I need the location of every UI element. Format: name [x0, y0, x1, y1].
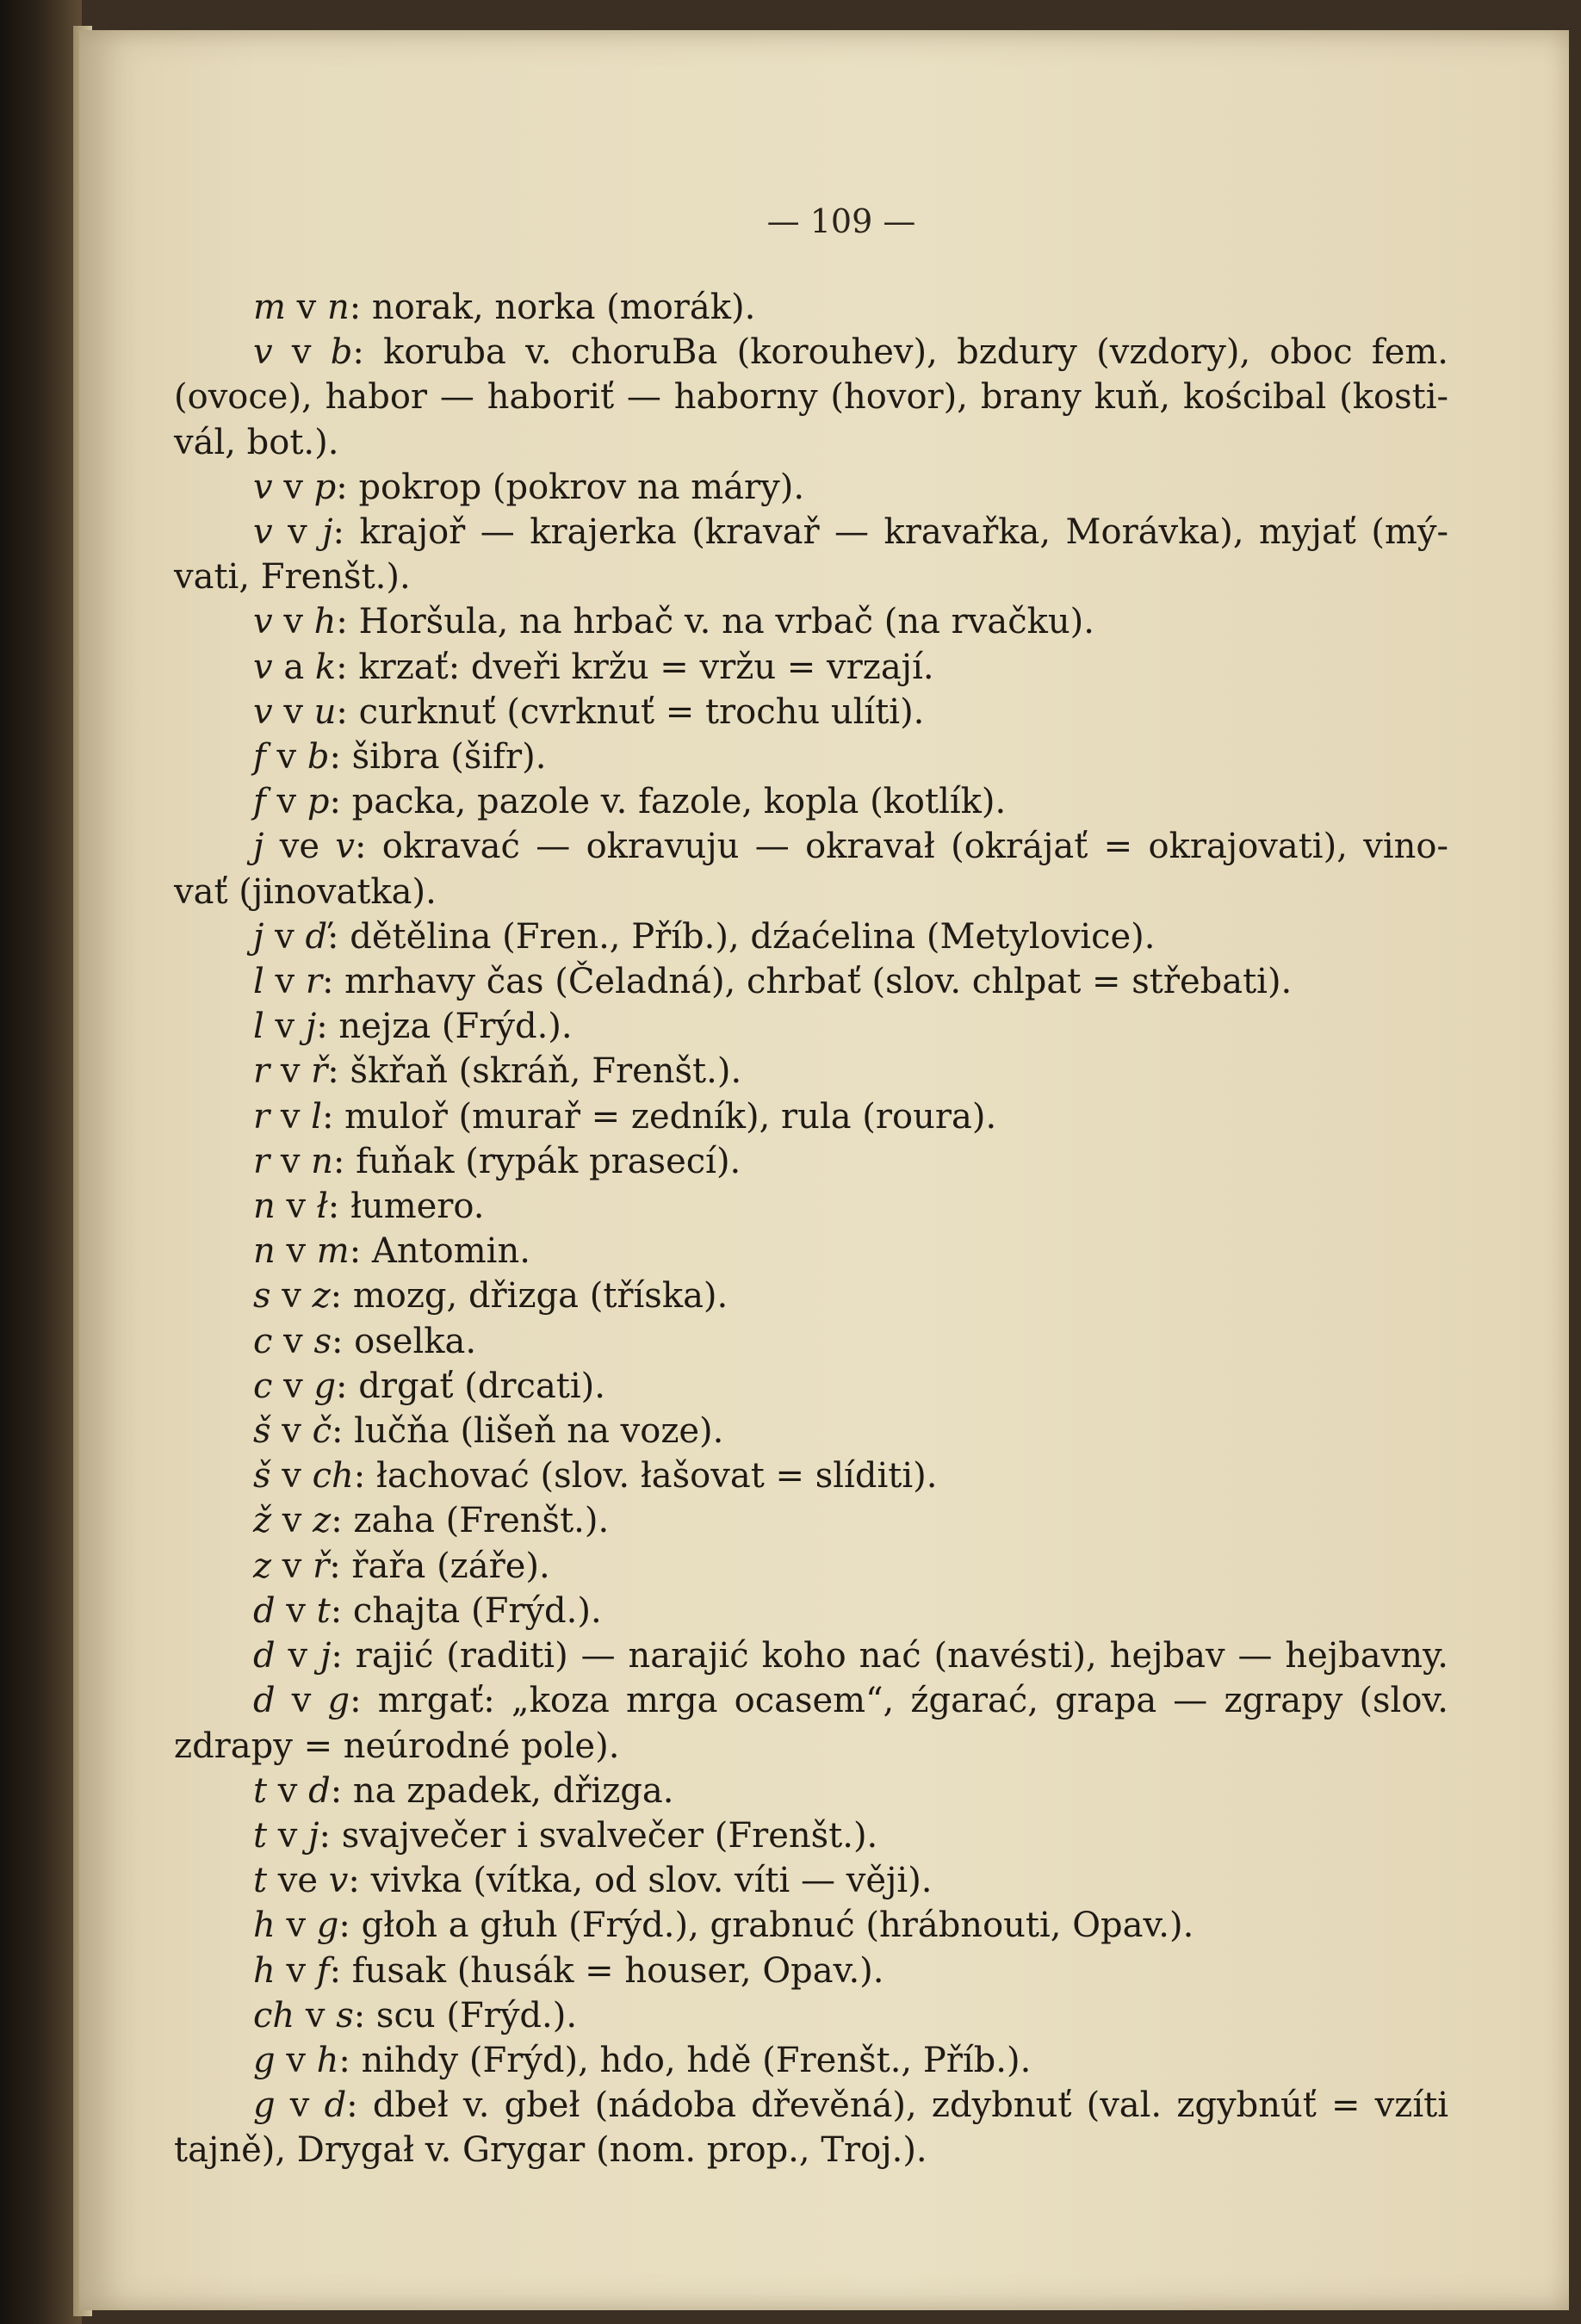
text-line [174, 1678, 1448, 1723]
line-text: : krzať: dveři kržu = vržu = vrzají. [336, 647, 934, 687]
text-line [174, 330, 1448, 375]
text-line [174, 375, 1448, 419]
connector-word: v [275, 1590, 317, 1631]
connector-word: v [275, 1231, 317, 1272]
sound-symbol: k [314, 647, 337, 687]
connector-word: v [270, 1051, 312, 1092]
sound-symbol: t [253, 1861, 268, 1901]
text-line [174, 510, 1448, 555]
line-text: : zaha (Frenšt.). [331, 1501, 610, 1541]
sound-symbol: m [253, 288, 286, 327]
connector-word: v [275, 1187, 317, 1227]
sound-symbol: g [327, 1681, 350, 1721]
sound-symbol: b [330, 332, 353, 373]
sound-symbol: ł [316, 1187, 328, 1227]
line-text: : mozg, dřizga (tříska). [330, 1276, 728, 1317]
text-line [174, 1633, 1448, 1678]
line-text: : mrgať: „koza mrga ocasem“, źgarać, grapa — zgrapy (slov. [350, 1681, 1449, 1721]
sound-symbol: l [253, 962, 264, 1002]
text-line [174, 1589, 1448, 1633]
sound-symbol: z [313, 1501, 332, 1541]
line-text: : fusak (husák = houser, Opav.). [329, 1950, 884, 1991]
book-page [79, 30, 1569, 2310]
connector-word: a [272, 647, 315, 687]
line-text: : řařa (záře). [329, 1546, 550, 1586]
sound-symbol: r [253, 1141, 270, 1181]
sound-symbol: š [253, 1411, 271, 1452]
sound-symbol: g [253, 2085, 276, 2126]
connector-word: v [272, 467, 314, 507]
sound-symbol: d [308, 1770, 331, 1811]
connector-word: v [275, 1950, 317, 1991]
sound-symbol: s [253, 1276, 271, 1317]
sound-symbol: u [313, 691, 337, 732]
sound-symbol: d [253, 1636, 276, 1676]
line-text: : lučňa (lišeň na voze). [331, 1411, 724, 1452]
line-text: (ovoce), habor — haboriť — haborny (hovor), brany kuň, kościbal (kosti- [174, 377, 1448, 418]
connector-word: v [265, 782, 307, 822]
sound-symbol: v [253, 602, 273, 642]
connector-word: v [275, 2085, 325, 2126]
line-text: : koruba v. choruBa (korouhev), bzdury (vzdory), oboc fem. [352, 332, 1449, 373]
line-text: : Antomin. [349, 1231, 530, 1272]
text-line [174, 1949, 1448, 1993]
line-text: : dětělina (Fren., Příb.), dźaćelina (Metylovice). [327, 916, 1156, 957]
sound-symbol: f [253, 782, 266, 822]
connector-word: v [270, 1456, 313, 1497]
text-line [174, 690, 1448, 734]
line-text: vati, Frenšt.). [174, 557, 411, 598]
connector-word: v [285, 288, 327, 327]
text-line [174, 2038, 1448, 2083]
line-text: zdrapy = neúrodné pole). [174, 1726, 620, 1766]
sound-symbol: g [313, 1366, 337, 1406]
sound-symbol: n [326, 288, 350, 327]
line-text: : scu (Frýd.). [353, 1995, 578, 2036]
connector-word: v [265, 737, 307, 778]
sound-symbol: p [313, 467, 337, 507]
sound-symbol: g [253, 2040, 276, 2080]
text-line [174, 285, 1448, 330]
sound-symbol: p [307, 782, 330, 822]
line-text: : nihdy (Frýd), hdo, hdě (Frenšt., Příb.). [338, 2040, 1032, 2080]
sound-symbol: h [313, 602, 337, 642]
text-line [174, 2128, 1448, 2172]
text-line [174, 1229, 1448, 1274]
sound-symbol: v [328, 1861, 349, 1901]
connector-word: v [264, 1007, 306, 1047]
connector-word: v [270, 1411, 313, 1452]
text-line [174, 914, 1448, 959]
text-line [174, 1498, 1448, 1543]
text-line [174, 555, 1448, 599]
line-text: : škřaň (skráň, Frenšt.). [327, 1051, 742, 1092]
sound-symbol: l [253, 1007, 264, 1047]
line-text: : šibra (šifr). [329, 737, 547, 778]
text-line [174, 734, 1448, 779]
connector-word: v [267, 1770, 309, 1811]
text-line [174, 1184, 1448, 1229]
connector-word: v [272, 1366, 314, 1406]
sound-symbol: h [316, 2040, 339, 2080]
sound-symbol: ř [313, 1546, 330, 1586]
line-text: : krajoř — krajerka (kravař — kravařka, Morávka), myjať (mý- [332, 512, 1448, 553]
text-line [174, 1409, 1448, 1453]
sound-symbol: h [253, 1950, 276, 1991]
sound-symbol: s [313, 1321, 332, 1361]
connector-word: v [270, 1276, 313, 1317]
text-line [174, 1139, 1448, 1184]
line-text: : łachovać (slov. łašovat = slíditi). [353, 1456, 938, 1497]
sound-symbol: g [316, 1906, 339, 1946]
line-text: : vivka (vítka, od slov. víti — věji). [348, 1861, 933, 1901]
line-text: : mrhavy čas (Čeladná), chrbať (slov. chlpat = střebati). [321, 962, 1293, 1002]
sound-symbol: ch [253, 1995, 295, 2036]
connector-word: v [272, 602, 314, 642]
sound-symbol: t [253, 1815, 268, 1856]
connector-word: v [272, 332, 331, 373]
connector-word: v [270, 1096, 312, 1137]
line-text: : dbeł v. gbeł (nádoba dřevěná), zdybnuť (val. zgybnúť = vzíti [346, 2085, 1448, 2126]
line-text: : okravać — okravuju — okravał (okrájať = okrajovati), vino- [354, 827, 1449, 867]
sound-symbol: v [253, 332, 273, 373]
line-text: : norak, norka (morák). [349, 288, 756, 327]
text-line [174, 645, 1448, 690]
connector-word: v [264, 916, 306, 957]
text-line [174, 1274, 1448, 1318]
line-text: tajně), Drygał v. Grygar (nom. prop., Troj.). [174, 2130, 927, 2171]
sound-symbol: f [253, 737, 266, 778]
text-line [174, 465, 1448, 510]
connector-word: ve [264, 827, 336, 867]
sound-symbol: v [253, 691, 273, 732]
sound-symbol: z [312, 1276, 331, 1317]
text-line [174, 779, 1448, 824]
text-line [174, 959, 1448, 1004]
text-line [174, 1769, 1448, 1813]
sound-symbol: f [316, 1950, 330, 1991]
line-text: : łumero. [327, 1187, 485, 1227]
sound-symbol: ď [305, 916, 328, 957]
sound-symbol: j [320, 1636, 332, 1676]
line-text: : na zpadek, dřizga. [330, 1770, 674, 1811]
connector-word: v [267, 1815, 309, 1856]
connector-word: v [275, 1681, 328, 1721]
sound-symbol: j [308, 1815, 319, 1856]
connector-word: v [272, 691, 314, 732]
sound-symbol: b [307, 737, 330, 778]
text-line [174, 420, 1448, 465]
sound-symbol: r [253, 1051, 270, 1092]
text-line [174, 1813, 1448, 1858]
text-line [174, 1993, 1448, 2038]
page-text-body [174, 285, 1448, 2173]
sound-symbol: v [253, 647, 273, 687]
text-line [174, 599, 1448, 644]
line-text: : oselka. [331, 1321, 477, 1361]
sound-symbol: d [253, 1590, 276, 1631]
text-line [174, 1453, 1448, 1498]
sound-symbol: n [253, 1187, 276, 1227]
text-line [174, 1544, 1448, 1589]
page-number: — 109 — [766, 202, 916, 240]
line-text: : muloř (murař = zedník), rula (roura). [321, 1096, 997, 1137]
line-text: : packa, pazole v. fazole, kopla (kotlík). [329, 782, 1007, 822]
sound-symbol: t [316, 1590, 331, 1631]
sound-symbol: d [324, 2085, 347, 2126]
line-text: : drgať (drcati). [336, 1366, 605, 1406]
connector-word: v [272, 512, 323, 553]
sound-symbol: c [253, 1366, 273, 1406]
line-text: : rajić (raditi) — narajić koho nać (navésti), hejbav — hejbavny. [331, 1636, 1448, 1676]
line-text: : svajvečer i svalvečer (Frenšt.). [319, 1815, 878, 1856]
sound-symbol: v [253, 467, 273, 507]
text-line [174, 870, 1448, 914]
connector-word: v [275, 2040, 317, 2080]
sound-symbol: v [335, 827, 355, 867]
text-line [174, 824, 1448, 869]
connector-word: v [270, 1141, 312, 1181]
sound-symbol: š [253, 1456, 271, 1497]
line-text: : głoh a głuh (Frýd.), grabnuć (hrábnouti, Opav.). [338, 1906, 1194, 1946]
text-line [174, 1364, 1448, 1409]
sound-symbol: j [305, 1007, 317, 1047]
sound-symbol: h [253, 1906, 276, 1946]
sound-symbol: n [253, 1231, 276, 1272]
line-text: : fuňak (rypák prasecí). [332, 1141, 741, 1181]
sound-symbol: ř [311, 1051, 328, 1092]
line-text: : pokrop (pokrov na máry). [336, 467, 805, 507]
sound-symbol: ž [253, 1501, 272, 1541]
sound-symbol: r [253, 1096, 270, 1137]
text-line [174, 1319, 1448, 1364]
sound-symbol: t [253, 1770, 268, 1811]
line-text: vať (jinovatka). [174, 871, 437, 912]
text-line [174, 1049, 1448, 1094]
line-text: : Horšula, na hrbač v. na vrbač (na rvačku). [336, 602, 1094, 642]
line-text: : nejza (Frýd.). [316, 1007, 573, 1047]
sound-symbol: j [253, 916, 264, 957]
connector-word: v [271, 1501, 313, 1541]
line-text: : chajta (Frýd.). [330, 1590, 602, 1631]
connector-word: ve [267, 1861, 329, 1901]
book-spine-shadow [0, 0, 82, 2324]
sound-symbol: c [253, 1321, 273, 1361]
sound-symbol: j [322, 512, 333, 553]
connector-word: v [275, 1906, 317, 1946]
sound-symbol: n [311, 1141, 333, 1181]
connector-word: v [275, 1636, 321, 1676]
line-text: vál, bot.). [174, 422, 339, 462]
sound-symbol: ch [312, 1456, 354, 1497]
sound-symbol: d [253, 1681, 276, 1721]
sound-symbol: s [336, 1995, 354, 2036]
connector-word: v [272, 1321, 314, 1361]
text-line [174, 1903, 1448, 1948]
line-text: : curknuť (cvrknuť = trochu ulíti). [336, 691, 925, 732]
text-line [174, 1094, 1448, 1139]
sound-symbol: m [316, 1231, 350, 1272]
sound-symbol: v [253, 512, 273, 553]
sound-symbol: r [305, 962, 322, 1002]
text-line [174, 1858, 1448, 1903]
text-line [174, 1724, 1448, 1769]
text-line [174, 2083, 1448, 2128]
sound-symbol: č [312, 1411, 332, 1452]
sound-symbol: z [253, 1546, 272, 1586]
connector-word: v [271, 1546, 313, 1586]
sound-symbol: l [311, 1096, 322, 1137]
connector-word: v [294, 1995, 337, 2036]
connector-word: v [264, 962, 306, 1002]
text-line [174, 1004, 1448, 1049]
sound-symbol: j [253, 827, 264, 867]
